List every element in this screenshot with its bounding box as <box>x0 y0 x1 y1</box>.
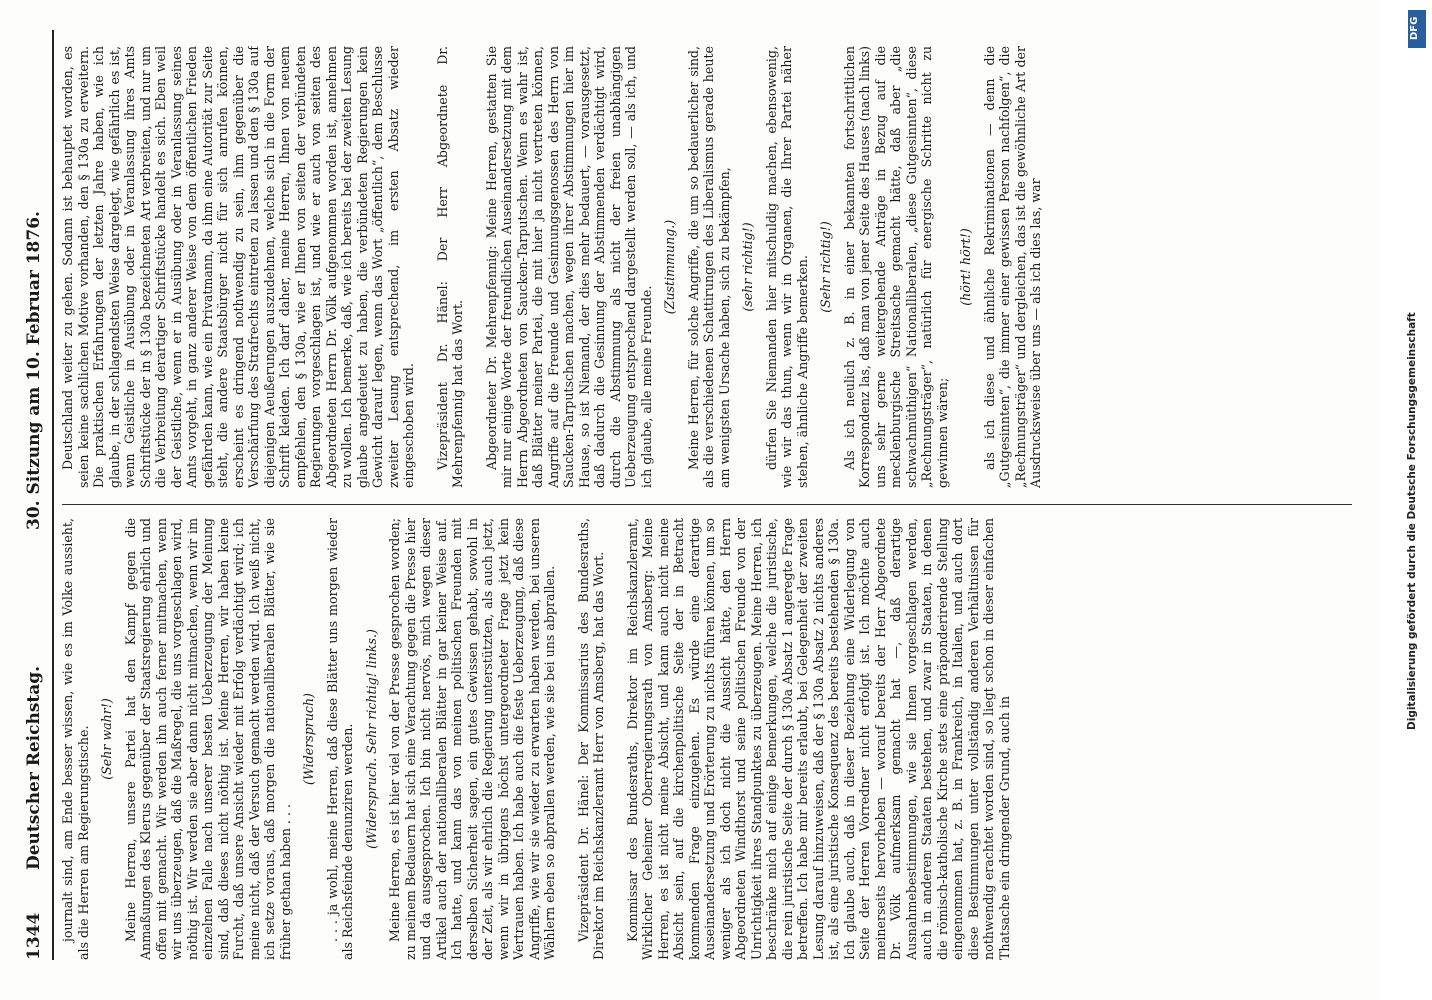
paragraph: dürfen Sie Niemanden hier mitschuldig machen, ebensowenig, wie wir das thun, wenn wir in Organen, die Ihrer Partei näher stehen, ähnliche Angriffe bemerken. <box>763 46 810 488</box>
paragraph: als ich diese und ähnliche Rekriminationen — denn die „Gutgesinnten“, die immer einer gewissen Person nachfolgen“, die „Rechnungsträger“ und dergleichen, das ist die gewöhnliche Art der Ausdrucksweise über uns — als ich dies las, war <box>981 46 1043 488</box>
paragraph: Deutschland weiter zu gehen. Sodann ist behauptet worden, es seien keine sachlichen Motive vorhanden, den § 130a zu erweitern. Die praktischen Erfahrungen der letzten Jahre haben, wie ich glaube, in der schlagendsten Weise dargelegt, wie gefährlich es ist, wenn Geistliche in Ausübung oder in Veranlassung ihres Amts Schriftstücke der in § 130a bezeichneten Art verbreiten, und nur um die Verbreitung derartiger Schriftstücke handelt es sich. Eben weil der Geistliche, wenn er in Ausübung oder in Veranlassung seines Amts vorgeht, in ganz anderer Weise von dem öffentlichen Frieden gefährden kann, wie ein Privatmann, da ihm eine Autorität zur Seite steht, die andere Staatsbürger nicht für sich anrufen können, erscheint es dringend nothwendig zu sein, ihm gegenüber die Verschärfung des Strafrechts eintreten zu lassen und den § 130a auf diejenigen Aeußerungen auszudehnen, welche sich in die Form der Schrift kleiden. Ich darf daher, meine Herren, Ihnen von neuem empfehlen, den § 130a, wie er Ihnen von seiten der verbündeten Regierungen vorgeschlagen ist, und wie er auch von seiten des Abgeordneten Herrn Dr. Völk aufgenommen worden ist, annehmen zu wollen. Ich bemerke, daß, wie ich bereits bei der zweiten Lesung glaube angedeutet zu haben, die verbündeten Regierungen kein Gewicht darauf legen, wenn das Wort „öffentlich“, dem Beschlusse zweiter Lesung entsprechend, im ersten Absatz wieder eingeschoben wird. <box>60 46 416 488</box>
paragraph: Meine Herren, unsere Partei hat den Kampf gegen die Anmaßungen des Klerus gegenüber der Staatsregierung ehrlich und offen mit gemacht. Wir werden ihn auch ferner mitmachen, wenn wir uns überzeugen, daß die Maßregel, die uns vorgeschlagen wird, nöthig ist. Wir werden sie aber dann nicht mitmachen, wenn wir im einzelnen Falle nach unserer besten Ueberzeugung der Meinung sind, daß dieses nicht nöthig ist. Meine Herren, wir haben keine Furcht, daß unsere Ansicht wieder mit Erfolg verdächtigt wird; ich meine nicht, daß der Versuch gemacht werden wird. Ich weiß nicht, ich setze voraus, daß morgen die nationalliberalen Blätter, wie sie früher gethan haben . . . <box>122 518 293 960</box>
page-header <box>18 30 54 960</box>
header-left-title: Deutscher Reichstag. <box>24 665 44 870</box>
speaker-paragraph: Abgeordneter Dr. Mehrenpfennig: Meine Herren, gestatten Sie mir nur einige Worte der freundlichen Auseinandersetzung mit dem Herrn Abgeordneten von Saucken-Tarputschen. Wenn es wahr ist, daß Blätter meiner Partei, die mit hier ja nicht vertreten können, Angriffe auf die Freunde und Gesinnungsgenossen des Herrn von Saucken-Tarputschen machen, wegen ihrer Abstimmungen hier im Hause, so ist Niemand, der dies mehr bedauert, — vorausgesetzt, daß dadurch die Gesinnung der Abstimmenden verdächtigt wird, durch die Abstimmung als nicht der freien unabhängigen Ueberzeugung entsprechend dargestellt werden soll, — als ich, und ich glaube, alle meine Freunde. <box>483 46 654 488</box>
paragraph: journalt sind, am Ende besser wissen, wie es im Volke aussieht, als die Herren am Regierungstische. <box>60 518 91 960</box>
paragraph: . . . ja wohl, meine Herren, daß diese Blätter uns morgen wieder als Reichsfeinde denunziren werden. <box>324 518 355 960</box>
interjection: (Sehr wahr!) <box>99 698 114 780</box>
speaker-paragraph: Kommissar des Bundesraths, Direktor im Reichskanzleramt, Wirklicher Geheimer Oberregierungsrath von Amsberg: Meine Herren, es ist nicht meine Absicht, und kann auch nicht meine Absicht sein, auf die kirchenpolitische Seite der in Betracht kommenden Frage einzugehen. Es würde eine derartige Auseinandersetzung und Erörterung zu nichts führen können, um so weniger als ich doch nicht die Aussicht hätte, den Herrn Abgeordneten Windthorst und seine politischen Freunde von der Unrichtigkeit ihres Standpunktes zu überzeugen. Meine Herren, ich beschränke mich auf einige Bemerkungen, welche die juristische, die rein juristische Seite der durch § 130a Absatz 1 angeregte Frage betreffen. Ich habe mir bereits erlaubt, bei Gelegenheit der zweiten Lesung darauf hinzuweisen, daß der § 130a Absatz 2 nichts anderes ist, als eine juristische Konsequenz des bereits bestehenden § 130a. Ich glaube auch, daß in dieser Beziehung eine Widerlegung von Seite der Herren Vorredner nicht erfolgt ist. Ich möchte auch meinerseits hervorheben — worauf bereits der Herr Abgeordnete Dr. Völk aufmerksam gemacht hat —, daß derartige Ausnahmebestimmungen, wie sie Ihnen vorgeschlagen werden, auch in anderen Staaten bestehen, und zwar in Staaten, in denen die römisch-katholische Kirche stets eine präponderirende Stellung eingenommen hat, z. B. in Frankreich, in Italien, und auch dort diese Bestimmungen unter vollständig anderen Verhältnissen für nothwendig erachtet worden sind, so liegt schon in dieser einfachen Thatsache ein dringender Grund, auch in <box>624 518 1012 960</box>
speaker-paragraph: Vizepräsident Dr. Hänel: Der Kommissarius des Bundesraths, Direktor im Reichskanzleramt Herr von Amsberg, hat das Wort. <box>575 518 606 960</box>
interjection: (Widerspruch) <box>301 693 316 785</box>
paragraph: Meine Herren, es ist hier viel von der Presse gesprochen worden; zu meinem Bedauern hat sich eine Verachtung gegen die Presse hier und da ausgesprochen. Ich bin nicht nervös, mich wegen dieser Artikel auch der nationalliberalen Blätter in gar keiner Weise auf. Ich hatte, und kann das von meinen politischen Freunden mit derselben Sicherheit sagen, ein gutes Gewissen gehabt, sowohl in der Zeit, als wir ehrlich die Regierung unterstützten, als auch jetzt, wenn wir in übrigens höchst untergeordneter Frage jetzt kein Vertrauen haben. Ich habe auch die feste Ueberzeugung, daß diese Angriffe, wie wir sie wieder zu erwarten haben werden, bei unseren Wählern eben so abprallen werden, wie sie bei uns abprallen. <box>387 518 557 960</box>
left-column <box>60 518 1360 960</box>
interjection: (sehr richtig!) <box>740 222 755 312</box>
interjection: (hört! hört!) <box>958 228 973 306</box>
paragraph: Meine Herren, für solche Angriffe, die um so bedauerlicher sind, als die verschiedenen Schattirungen des Liberalismus gerade heute am wenigsten Ursache haben, sich zu bekämpfen, <box>685 46 732 488</box>
interjection: (Widerspruch. Sehr richtig! links.) <box>363 629 379 849</box>
column-divider <box>62 504 1352 505</box>
digitization-credit: Digitalisierung gefördert durch die Deutsche Forschungsgemeinschaft <box>1406 312 1418 730</box>
header-right-title: 30. Sitzung am 10. Februar 1876. <box>24 211 44 530</box>
paragraph: Als ich neulich z. B. in einer bekannten fortschrittlichen Korrespondenz las, daß man von jener Seite des Hauses (nach links) uns sehr gerne weitergehende Anträge in Bezug auf die mecklenburgische Streitsache gemacht hätte, daß aber „die schwachmüthigen“ Nationalliberalen, „diese Gutgesinnten“, diese „Rechnungsträger“, natürlich für energische Schritte nicht zu gewinnen wären; <box>841 46 950 488</box>
interjection: (Sehr richtig!) <box>818 221 833 313</box>
speaker-paragraph: Vizepräsident Dr. Hänel: Der Herr Abgeordnete Dr. Mehrenpfennig hat das Wort. <box>434 46 465 488</box>
right-column <box>60 46 1360 488</box>
page-number: 1344 <box>24 912 44 960</box>
interjection: (Zustimmung.) <box>662 219 677 315</box>
dfg-logo-text: DFG <box>1409 16 1420 40</box>
dfg-logo <box>1408 10 1426 48</box>
